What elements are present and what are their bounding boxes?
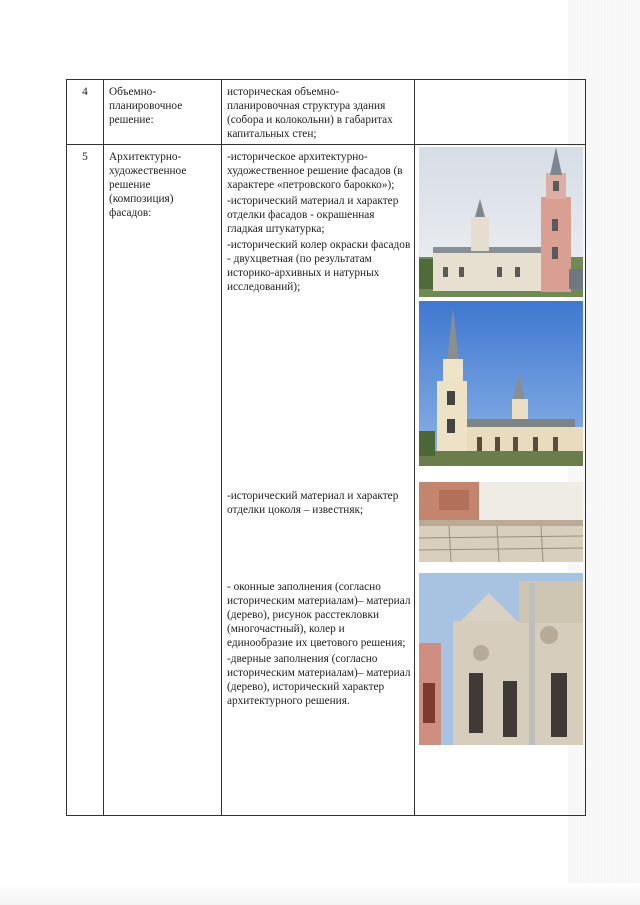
- description-item: -дверные заполнения (согласно историческим материалам)– материал (дерево), исторический характер архитектурного решения.: [227, 653, 411, 707]
- description-item: - оконные заполнения (согласно историческим материалам)– материал (дерево), рисунок расстекловки (многочастный), колер и единообразие их цветового решения;: [227, 581, 411, 649]
- plinth-photo: [419, 482, 583, 562]
- element-name: Архитектурно-художественное решение (композиция) фасадов:: [104, 145, 222, 816]
- bell-tower-photo: [419, 301, 583, 466]
- facade-text-group: [227, 150, 412, 296]
- table-row: [67, 80, 586, 145]
- table-row: [67, 145, 586, 816]
- element-description: [222, 145, 415, 816]
- description-item: -исторический материал и характер отделки фасадов - окрашенная гладкая штукатурка;: [227, 195, 399, 235]
- description-item: -исторический колер окраски фасадов - двухцветная (по результатам историко-архивных и натурных исследований);: [227, 239, 411, 293]
- plinth-text-group: [227, 489, 412, 519]
- photo-cell-empty: [415, 80, 586, 145]
- description-item: -исторический материал и характер отделки цоколя – известняк;: [227, 490, 399, 516]
- photo-cell: [415, 145, 586, 816]
- description-item: -историческое архитектурно-художественное решение фасадов (в характере «петровского барокко»);: [227, 151, 403, 191]
- fillings-text-group: [227, 580, 412, 710]
- protected-elements-table: [66, 79, 586, 816]
- scan-edge-bottom: [0, 883, 640, 905]
- element-name: Объемно-планировочное решение:: [104, 80, 222, 145]
- row-number: 5: [67, 145, 104, 816]
- element-description: историческая объемно-планировочная структура здания (собора и колокольни) в габаритах капитальных стен;: [222, 80, 415, 145]
- facade-windows-photo: [419, 573, 583, 745]
- row-number: 4: [67, 80, 104, 145]
- cathedral-photo: [419, 147, 583, 297]
